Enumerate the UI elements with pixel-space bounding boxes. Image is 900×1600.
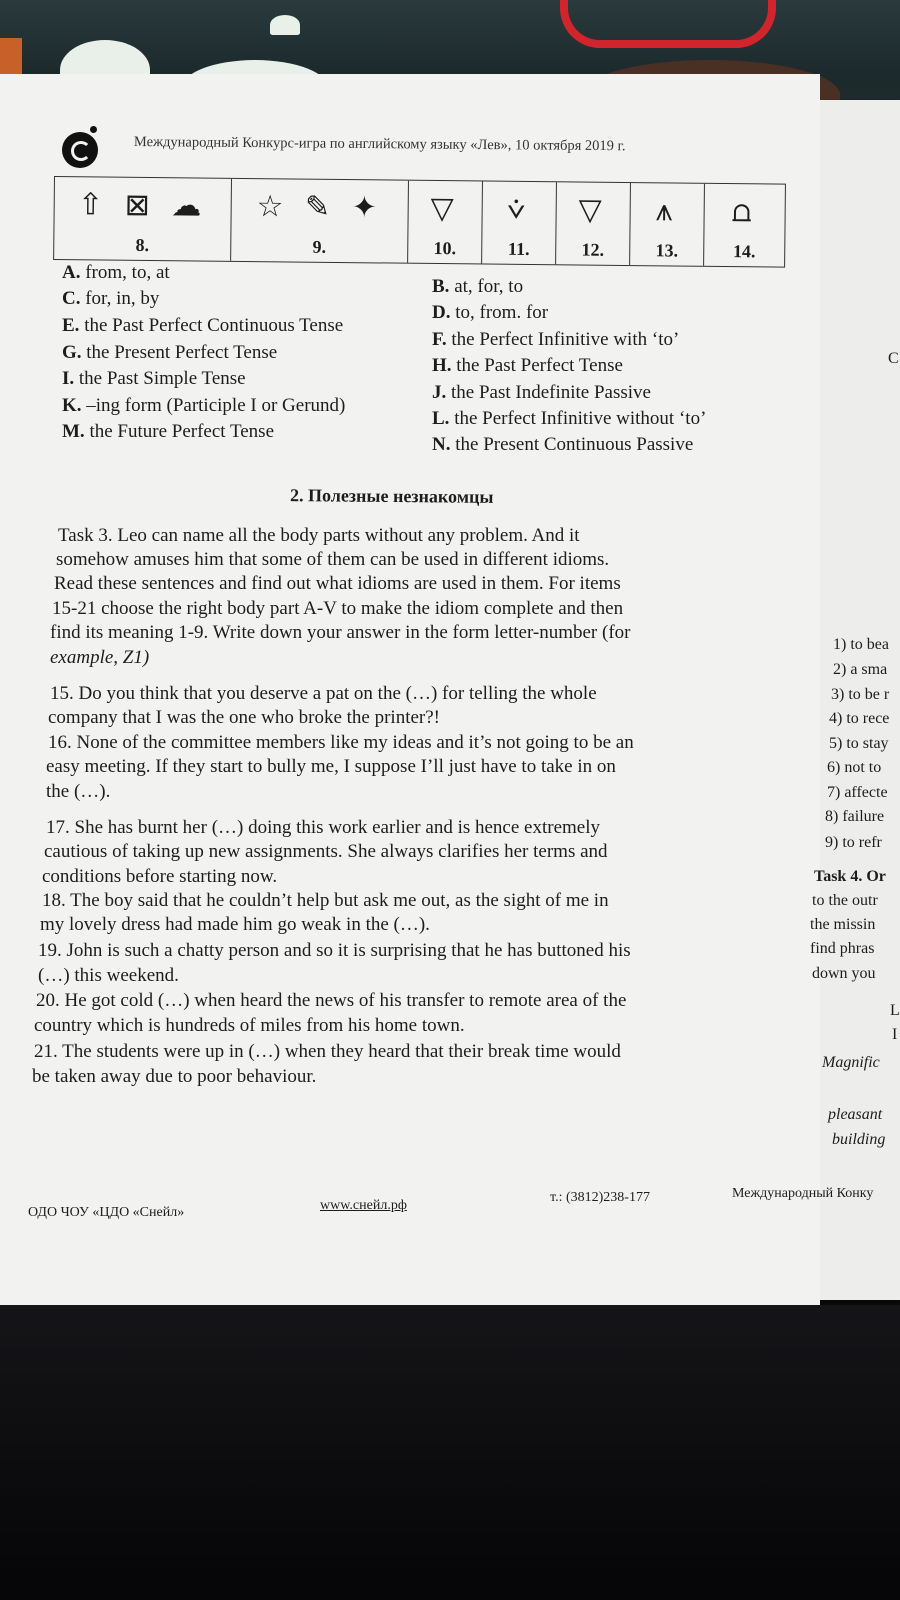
footer-contest: Международный Конку (732, 1186, 874, 1201)
option-item: F. the Perfect Infinitive with ‘to’ (432, 329, 680, 350)
page-header: Международный Конкурс-игра по английскому языку «Лев», 10 октября 2019 г. (133, 134, 626, 155)
task3-line: somehow amuses him that some of them can be used in different idioms. (56, 549, 610, 570)
right-fragment: building (832, 1131, 886, 1148)
symbol-cell (54, 177, 232, 261)
footer-phone: т.: (3812)238-177 (550, 1190, 650, 1205)
meaning-item: 5) to stay (829, 735, 889, 752)
footer-website-link[interactable]: www.снейл.рф (320, 1198, 407, 1213)
meaning-item: 3) to be r (831, 686, 890, 703)
symbol-icons: ▽ (430, 190, 460, 227)
symbol-number: 12. (581, 239, 605, 260)
item-line: cautious of taking up new assignments. She always clarifies her terms and (44, 841, 608, 862)
option-item: L. the Perfect Infinitive without ‘to’ (432, 408, 707, 429)
symbol-number: 10. (433, 237, 457, 259)
item-line: 19. John is such a chatty person and so it is surprising that he has buttoned his (38, 940, 631, 961)
item-line: 16. None of the committee members like my ideas and it’s not going to be an (48, 732, 634, 753)
symbol-icons: ⩍ (731, 194, 758, 230)
symbol-cell (408, 181, 483, 264)
option-item: E. the Past Perfect Continuous Tense (62, 315, 344, 336)
option-item: M. the Future Perfect Tense (62, 421, 275, 442)
item-line: (…) this weekend. (38, 965, 179, 986)
meaning-item: 1) to bea (833, 636, 889, 653)
item-line: be taken away due to poor behaviour. (32, 1066, 317, 1087)
meaning-item: 6) not to (827, 759, 882, 776)
meaning-item: 8) failure (825, 808, 885, 825)
symbol-number: 9. (312, 236, 327, 257)
item-line: easy meeting. If they start to bully me, I suppose I’ll just have to take in on (46, 756, 616, 777)
background-edge (0, 38, 22, 78)
item-line: 20. He got cold (…) when heard the news of his transfer to remote area of the (36, 990, 627, 1011)
item-line: 21. The students were up in (…) when they heard that their break time would (34, 1041, 621, 1062)
item-line: my lovely dress had made him go weak in the (…). (40, 914, 430, 935)
symbol-cell (630, 183, 705, 266)
right-fragment: C (888, 350, 899, 367)
symbol-cell (482, 181, 557, 264)
meaning-item: 7) affecte (827, 784, 888, 801)
symbol-cell (231, 179, 409, 263)
symbol-cell (704, 184, 785, 267)
meaning-item: 4) to rece (829, 710, 890, 727)
snail-logo (62, 132, 98, 168)
option-item: N. the Present Continuous Passive (432, 434, 694, 455)
item-line: 15. Do you think that you deserve a pat on the (…) for telling the whole (50, 683, 597, 704)
symbol-icons: ⇧ ⊠ ☁ (77, 187, 208, 224)
option-item: C. for, in, by (62, 288, 160, 309)
option-item: G. the Present Perfect Tense (62, 342, 278, 363)
item-line: company that I was the one who broke the printer?! (48, 707, 441, 728)
task3-line: 15-21 choose the right body part A-V to make the idiom complete and then (52, 598, 624, 619)
option-item: I. the Past Simple Tense (62, 368, 246, 389)
task4-line: down you (812, 965, 876, 982)
task4-line: the missin (810, 916, 876, 933)
task3-line: example, Z1) (50, 647, 150, 668)
right-fragment: pleasant (828, 1106, 883, 1123)
dark-surface (0, 1305, 900, 1600)
section-title: 2. Полезные незнакомцы (289, 485, 494, 507)
item-line: the (…). (46, 781, 111, 802)
symbol-cell (556, 182, 631, 265)
option-item: K. –ing form (Participle I or Gerund) (62, 395, 346, 416)
option-item: H. the Past Perfect Tense (432, 355, 623, 376)
item-line: 18. The boy said that he couldn’t help but ask me out, as the sight of me in (42, 890, 609, 911)
option-item: A. from, to, at (62, 262, 170, 283)
footer-org: ОДО ЧОУ «ЦДО «Снейл» (28, 1205, 185, 1220)
task4-line: to the outr (812, 892, 878, 909)
item-line: country which is hundreds of miles from his home town. (34, 1015, 465, 1036)
option-item: J. the Past Indefinite Passive (432, 382, 651, 403)
task4-line: find phras (810, 940, 875, 957)
option-item: B. at, for, to (432, 276, 524, 297)
symbol-icons: ⩒ (506, 191, 532, 227)
option-item: D. to, from. for (432, 302, 549, 323)
meaning-item: 9) to refr (825, 834, 882, 851)
task3-line: find its meaning 1-9. Write down your answer in the form letter-number (for (50, 622, 631, 643)
symbol-number: 13. (655, 240, 679, 261)
symbol-table (53, 176, 786, 268)
symbol-number: 8. (135, 234, 150, 255)
symbol-icons: ☆ ✎ ✦ (256, 189, 383, 226)
item-line: conditions before starting now. (42, 866, 278, 887)
symbol-icons: ▽ (578, 192, 608, 228)
meaning-item: 2) a sma (833, 661, 888, 678)
symbol-icons: ⩚ (655, 193, 679, 229)
right-fragment: Magnific (822, 1054, 880, 1071)
task4-line: Task 4. Or (814, 868, 886, 885)
task3-line: Task 3. Leo can name all the body parts without any problem. And it (58, 525, 580, 546)
symbol-number: 14. (732, 241, 756, 262)
right-fragment: L (890, 1002, 900, 1019)
right-fragment: I (892, 1026, 898, 1043)
item-line: 17. She has burnt her (…) doing this work earlier and is hence extremely (46, 817, 601, 838)
symbol-number: 11. (507, 238, 530, 259)
task3-line: Read these sentences and find out what idioms are used in them. For items (54, 573, 621, 594)
